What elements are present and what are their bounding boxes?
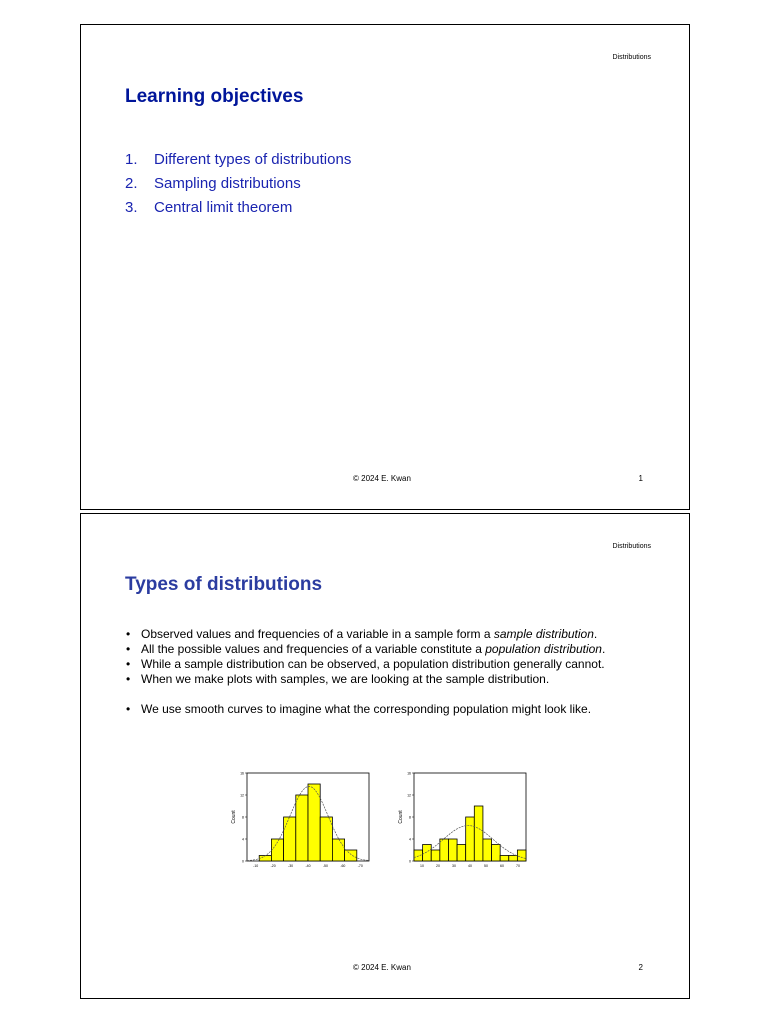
histogram-bar <box>457 845 466 862</box>
list-number: 3. <box>125 199 138 216</box>
footer-copyright: © 2024 E. Kwan <box>353 963 411 972</box>
histogram-bar <box>483 839 492 861</box>
slide-title: Learning objectives <box>125 86 304 107</box>
histogram-bar <box>509 856 518 862</box>
bullet-item: • Observed values and frequencies of a variable in a sample form a sample distribution. <box>125 627 665 642</box>
histogram-bar <box>284 817 296 861</box>
histogram-bar <box>500 856 509 862</box>
footer-copyright: © 2024 E. Kwan <box>353 474 411 483</box>
y-tick-label: 4 <box>409 837 411 842</box>
histogram-bar <box>492 845 501 862</box>
list-text: Different types of distributions <box>154 151 352 168</box>
list-number: 1. <box>125 151 138 168</box>
histogram-bar <box>448 839 457 861</box>
x-tick-label: 60 <box>500 864 504 868</box>
list-item <box>125 199 351 223</box>
x-tick-label: -20 <box>270 864 276 868</box>
y-tick-label: 8 <box>409 815 411 820</box>
x-tick-label: -70 <box>357 864 363 868</box>
histogram-bar <box>474 806 483 861</box>
x-tick-label: 30 <box>452 864 456 868</box>
bullet-item: • We use smooth curves to imagine what the corresponding population might look like. <box>125 702 665 717</box>
emphasis-text: sample distribution <box>493 627 594 641</box>
histogram-bar <box>466 817 475 861</box>
histogram-bar <box>308 784 320 861</box>
x-tick-label: -10 <box>253 864 259 868</box>
y-tick-label: 8 <box>242 815 244 820</box>
slide-2 <box>80 513 690 999</box>
x-tick-label: 40 <box>468 864 472 868</box>
histogram-bar <box>423 845 432 862</box>
bullet-list <box>125 627 665 717</box>
histogram-bar <box>296 795 308 861</box>
x-tick-label: -50 <box>322 864 328 868</box>
y-tick-label: 16 <box>407 771 411 776</box>
y-tick-label: 4 <box>242 837 244 842</box>
x-tick-label: -30 <box>288 864 294 868</box>
y-axis-label: Count <box>398 810 404 824</box>
y-tick-label: 12 <box>407 793 411 798</box>
histogram-bar <box>517 850 526 861</box>
histogram-bar <box>332 839 344 861</box>
list-text: Sampling distributions <box>154 175 301 192</box>
list-item <box>125 151 351 175</box>
page-number: 1 <box>638 474 643 483</box>
emphasis-text: population distribution <box>485 642 602 656</box>
y-tick-label: 0 <box>409 859 411 864</box>
histogram-bar <box>320 817 332 861</box>
y-axis-label: Count <box>231 810 237 824</box>
histogram-bar <box>431 850 440 861</box>
x-tick-label: 70 <box>516 864 520 868</box>
histogram-chart-1 <box>229 767 373 871</box>
bullet-item: • All the possible values and frequencies of a variable constitute a population distribution. <box>125 642 665 657</box>
list-text: Central limit theorem <box>154 199 293 216</box>
bullet-item: • When we make plots with samples, we are looking at the sample distribution. <box>125 672 665 687</box>
histogram-chart-2 <box>396 767 530 871</box>
histogram-bar <box>345 850 357 861</box>
list-item <box>125 175 351 199</box>
bullet-item: • While a sample distribution can be observed, a population distribution generally cannot. <box>125 657 665 672</box>
x-tick-label: -40 <box>305 864 311 868</box>
page-number: 2 <box>638 963 643 972</box>
y-tick-label: 16 <box>240 771 244 776</box>
y-tick-label: 0 <box>242 859 244 864</box>
slide-header-label: Distributions <box>612 54 651 61</box>
x-tick-label: 10 <box>420 864 424 868</box>
slide-title: Types of distributions <box>125 574 323 595</box>
slide-1 <box>80 24 690 510</box>
histogram-bar <box>440 839 449 861</box>
x-tick-label: 50 <box>484 864 488 868</box>
objectives-list <box>125 151 351 223</box>
histogram-bar <box>414 850 423 861</box>
list-number: 2. <box>125 175 138 192</box>
slide-header-label: Distributions <box>612 543 651 550</box>
histogram-bar <box>259 856 271 862</box>
x-tick-label: 20 <box>436 864 440 868</box>
y-tick-label: 12 <box>240 793 244 798</box>
x-tick-label: -60 <box>340 864 346 868</box>
